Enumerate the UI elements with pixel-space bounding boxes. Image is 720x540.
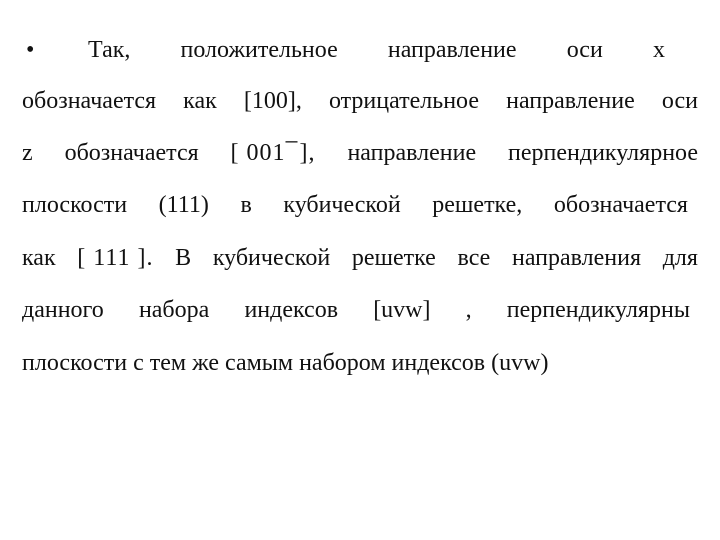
word: направление <box>506 88 635 114</box>
paragraph-line-6 <box>22 293 690 327</box>
word: все <box>457 245 491 271</box>
paragraph-line-4 <box>22 188 688 222</box>
word: направления <box>511 245 642 271</box>
word: обозначается <box>22 88 157 114</box>
word: z <box>22 140 33 166</box>
word: направление <box>347 140 477 166</box>
word: (111) <box>158 192 209 218</box>
word: [uvw] <box>373 297 431 323</box>
word: перпендикулярны <box>506 297 690 323</box>
word: x <box>652 37 665 63</box>
word: индексов <box>244 297 339 323</box>
word: решетке <box>351 245 436 271</box>
word: отрицательное <box>328 88 479 114</box>
word: кубической <box>212 245 331 271</box>
word: направление <box>387 37 517 63</box>
word: кубической <box>283 192 401 218</box>
word: В <box>175 245 192 271</box>
word: плоскости <box>22 192 128 218</box>
word: перпендикулярное <box>508 140 698 166</box>
paragraph-line-5 <box>22 241 698 275</box>
word: данного <box>22 297 104 323</box>
bullet-marker: • <box>26 37 35 63</box>
word: как <box>22 245 56 271</box>
word: обозначается <box>553 192 688 218</box>
word: решетке, <box>432 192 523 218</box>
paragraph-line-2 <box>22 84 698 118</box>
word: , <box>465 297 472 323</box>
word: в <box>240 192 252 218</box>
word: положительное <box>180 37 338 63</box>
word: оси <box>566 37 603 63</box>
paragraph-line-1 <box>88 33 665 67</box>
word: Так, <box>88 37 131 63</box>
word: набора <box>138 297 210 323</box>
word: для <box>662 245 698 271</box>
direction-index: [ 111 ]. <box>77 245 154 271</box>
word: как <box>183 88 217 114</box>
paragraph-line-3 <box>22 136 698 170</box>
word: [100], <box>243 88 302 114</box>
direction-index: [ 001 ̅ ], <box>230 140 316 166</box>
paragraph-line-7: плоскости с тем же самым набором индексов (uvw) <box>22 350 549 376</box>
word: оси <box>661 88 698 114</box>
word: обозначается <box>64 140 199 166</box>
